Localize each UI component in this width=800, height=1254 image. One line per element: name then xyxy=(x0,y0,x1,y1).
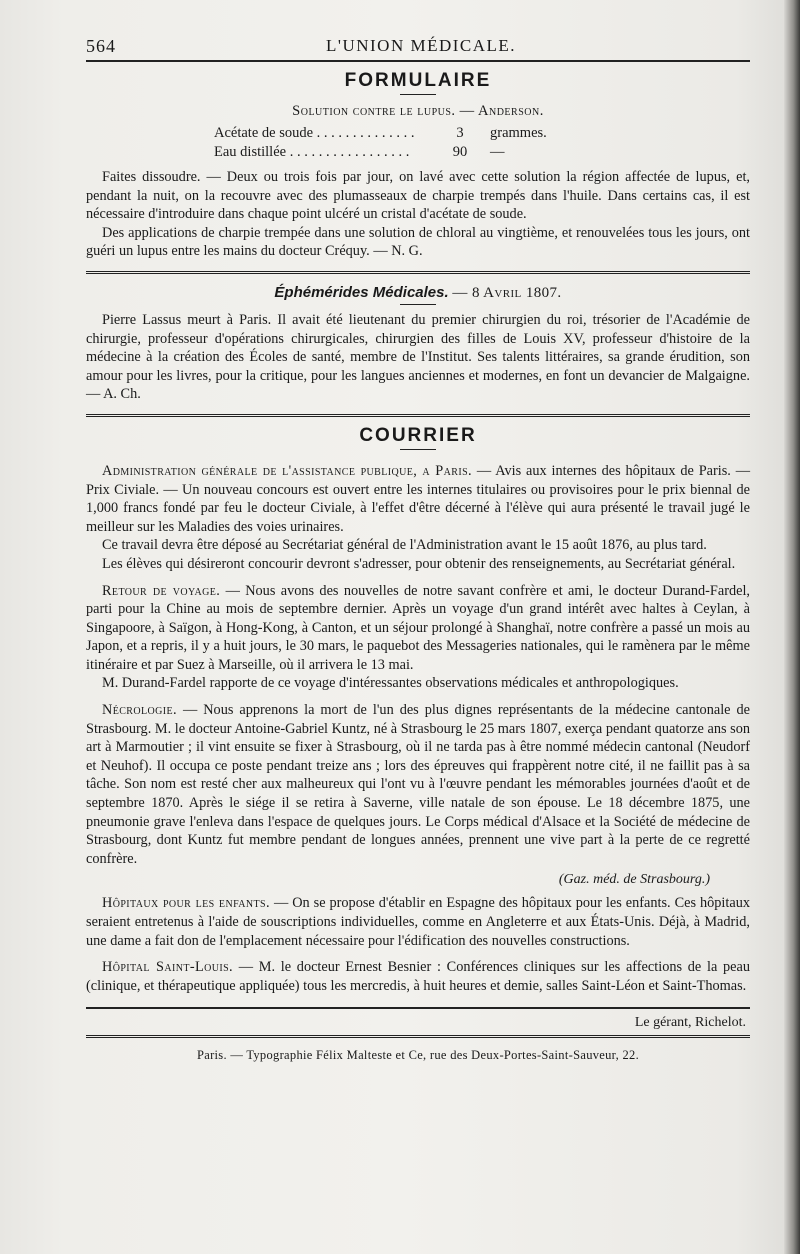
saint-louis-paragraph xyxy=(86,958,750,995)
formulaire-paragraph-2: Des applications de charpie trempée dans une solution de chloral au vingtième, et renouvelées tous les jours, ont guéri un lupus entre les mains du docteur Créquy. — N. G. xyxy=(86,224,750,260)
admin-lead: Administration générale de l'assistance publique, a Paris. xyxy=(102,462,473,479)
ingredient-amount: 3 xyxy=(456,125,464,141)
retour-lead: Retour de voyage. xyxy=(102,582,221,599)
section-rule xyxy=(86,414,750,417)
necrologie-lead: Nécrologie. xyxy=(102,702,177,719)
hopitaux-enfants-text: — On se propose d'établir en Espagne des hôpitaux pour les enfants. Ces hôpitaux seraient entretenus à l'aide de souscriptions individuelles, comme en Angleterre et aux États-Unis. Déjà, à Madrid, une dame a fait don de l'emplacement nécessaire pour l'édification des nouvelles constructions. xyxy=(86,895,751,949)
footer-rule xyxy=(86,1035,750,1038)
ephemerides-date: — 8 Avril 1807. xyxy=(452,284,562,301)
ingredient-row xyxy=(214,143,750,162)
necrologie-text: — Nous apprenons la mort de l'un des plus dignes représentants de la médecine cantonale de Strasbourg. M. le docteur Antoine-Gabriel Kuntz, né à Strasbourg le 25 mars 1807, exerça pendant quatorze ans son art à Marmoutier ; il vint ensuite se fixer à Strasbourg, où il ne tarda pas à être nommé médecin cantonal (Neudorf et Neuhof). Il occupa ce poste pendant treize ans ; lors des épreuves qui frappèrent notre cité, il ne faillit pas à sa tâche. Son nom est resté cher aux malheureux qui l'ont vu à l'œuvre pendant les mémorables journées d'août et de septembre 1870. Après le siége il se retira à Saverne, ville natale de son épouse. Le 18 décembre 1875, une pneumonie grave l'enleva dans l'espace de quelques jours. Le Corps médical d'Alsace et la Société de médecine de Strasbourg, dont Kuntz fut membre pendant de longues années, prennent une vive part à la perte de ce regretté confrère. xyxy=(86,702,750,867)
ephemerides-text: Pierre Lassus meurt à Paris. Il avait été lieutenant du premier chirurgien du roi, trésorier de l'Académie de chirurgie, professeur d'opérations chirurgicales, chirurgien des filles de Louis XV, professeur d'histoire de la médecine à la création des Écoles de santé, membre de l'Institut. Ses talents littéraires, sa grande érudition, son amour pour les livres, pour la critique, pour les langues anciennes et modernes, en font un devancier de Malgaigne. — A. Ch. xyxy=(86,311,750,403)
ephemerides-heading xyxy=(86,284,750,302)
running-title: L'UNION MÉDICALE. xyxy=(326,36,517,55)
necrologie-source: (Gaz. méd. de Strasbourg.) xyxy=(558,872,710,888)
eph-rule xyxy=(400,304,436,305)
recipe-title: Solution contre le lupus. — Anderson. xyxy=(292,103,544,119)
formulaire-title: FORMULAIRE xyxy=(344,70,492,91)
title-rule xyxy=(400,94,436,95)
necrologie-paragraph xyxy=(86,701,750,868)
page-header xyxy=(86,26,750,60)
ingredient-unit: — xyxy=(490,144,505,160)
section-rule xyxy=(86,271,750,274)
courrier-title-rule xyxy=(400,449,436,450)
page-number: 564 xyxy=(86,36,116,56)
ingredient-amount: 90 xyxy=(452,144,468,160)
ingredient-name: Eau distillée . . . . . . . . . . . . . . . . . xyxy=(214,144,410,160)
hopitaux-enfants-paragraph xyxy=(86,894,750,950)
saint-louis-text: — M. le docteur Ernest Besnier : Conférences cliniques sur les affections de la peau (clinique, et thérapeutique appliquée) tous les mercredis, à huit heures et demie, salles Saint-Léon et Saint-Thomas. xyxy=(86,959,750,994)
closing-rule xyxy=(86,1007,750,1009)
ingredient-name: Acétate de soude . . . . . . . . . . . . . . xyxy=(214,125,415,141)
header-rule xyxy=(86,60,750,62)
ingredient-row xyxy=(214,124,750,143)
retour-paragraph xyxy=(86,582,750,675)
saint-louis-lead: Hôpital Saint-Louis. xyxy=(102,959,234,976)
recipe-ingredients xyxy=(214,124,750,162)
retour-paragraph-2: M. Durand-Fardel rapporte de ce voyage d'intéressantes observations médicales et anthropologiques. xyxy=(102,675,679,692)
retour-text: — Nous avons des nouvelles de notre savant confrère et ami, le docteur Durand-Fardel, parti pour la Chine au mois de septembre dernier. Après un voyage d'un grand intérêt avec haltes à Ceylan, à Singapoore, à Saïgon, à Hong-Kong, à Canton, et un séjour prolongé à Shanghaï, notre confrère a passé un mois au Japon, et a repris, il y a huit jours, le 30 mars, le paquebot des Messageries nationales, qui le ramènera par le même itinéraire et par Suez à Marseille, où il arrivera le 13 mai. xyxy=(86,582,751,673)
formulaire-paragraph-1: Faites dissoudre. — Deux ou trois fois par jour, on lavé avec cette solution la région affectée de lupus, et, pendant la nuit, on la recouvre avec des plumasseaux de charpie trempés dans l'huile. Dans certains cas, il est nécessaire d'introduire dans chaque point ulcéré un cristal d'acétate de soude. xyxy=(86,169,750,223)
ephemerides-label: Éphémérides Médicales. xyxy=(274,283,449,301)
hopitaux-enfants-lead: Hôpitaux pour les enfants. xyxy=(102,895,270,912)
gerant-line: Le gérant, Richelot. xyxy=(634,1015,746,1031)
admin-text: — Avis aux internes des hôpitaux de Paris. — Prix Civiale. — Un nouveau concours est ouvert entre les internes titulaires ou provisoires pour le prix biennal de 1,000 francs fondé par feu le docteur Civiale, à l'effet d'être décerné à l'élève qui aura présenté le travail jugé le meilleur sur les Maladies des voies urinaires. xyxy=(86,462,750,535)
printer-footer: Paris. — Typographie Félix Malteste et Ce, rue des Deux-Portes-Saint-Sauveur, 22. xyxy=(196,1048,640,1063)
ingredient-unit: grammes. xyxy=(490,125,547,141)
book-spine xyxy=(784,0,800,1254)
admin-paragraph xyxy=(86,462,750,536)
admin-paragraph-2: Ce travail devra être déposé au Secrétariat général de l'Administration avant le 15 août 1876, au plus tard. xyxy=(102,537,707,554)
admin-paragraph-3: Les élèves qui désireront concourir devront s'adresser, pour obtenir des renseignements, au Secrétariat général. xyxy=(102,555,736,572)
courrier-title: COURRIER xyxy=(359,424,477,446)
